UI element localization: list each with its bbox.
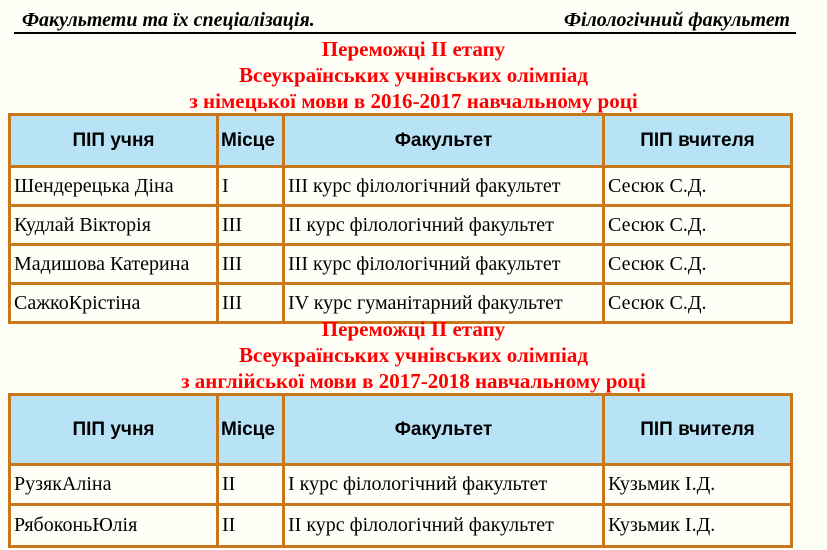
place-cell: ІІІ <box>218 284 284 323</box>
place-cell: І <box>218 167 284 206</box>
column-header-place: Місце <box>218 395 284 465</box>
german-winners-table <box>8 113 793 324</box>
section2-title <box>0 316 827 394</box>
place-cell: ІІ <box>218 505 284 547</box>
english-winners-table <box>8 393 793 548</box>
teacher-cell: Сесюк С.Д. <box>604 245 792 284</box>
page-header <box>14 8 796 34</box>
column-header-teacher: ПІП вчителя <box>604 115 792 167</box>
faculty-cell: ІІ курс філологічний факультет <box>284 206 604 245</box>
place-cell: ІІ <box>218 465 284 505</box>
column-header-teacher: ПІП вчителя <box>604 395 792 465</box>
table-header-row <box>10 115 792 167</box>
table-row <box>10 167 792 206</box>
place-cell: ІІІ <box>218 206 284 245</box>
table-header-row <box>10 395 792 465</box>
section2-title-line: з англійської мови в 2017-2018 навчальному році <box>181 369 646 393</box>
table-row <box>10 465 792 505</box>
teacher-cell: Сесюк С.Д. <box>604 167 792 206</box>
header-section-label: Факультети та їх спеціалізація. <box>22 9 315 31</box>
faculty-cell: І курс філологічний факультет <box>284 465 604 505</box>
faculty-cell: ІІІ курс філологічний факультет <box>284 245 604 284</box>
table-row <box>10 505 792 547</box>
section1-title-line: Всеукраїнських учнівських олімпіад <box>239 63 588 87</box>
column-header-place: Місце <box>218 115 284 167</box>
student-cell: РябоконьЮлія <box>10 505 218 547</box>
student-cell: Мадишова Катерина <box>10 245 218 284</box>
teacher-cell: Кузьмик І.Д. <box>604 505 792 547</box>
student-cell: СажкоКрістіна <box>10 284 218 323</box>
column-header-student: ПІП учня <box>10 115 218 167</box>
teacher-cell: Кузьмик І.Д. <box>604 465 792 505</box>
header-faculty-label: Філологічний факультет <box>563 9 790 31</box>
student-cell: Кудлай Вікторія <box>10 206 218 245</box>
section1-title-line: з німецької мови в 2016-2017 навчальному році <box>189 89 638 113</box>
place-cell: ІІІ <box>218 245 284 284</box>
faculty-cell: ІІ курс філологічний факультет <box>284 505 604 547</box>
column-header-faculty: Факультет <box>284 115 604 167</box>
faculty-cell: ІV курс гуманітарний факультет <box>284 284 604 323</box>
section1-title <box>0 36 827 114</box>
section2-title-line: Переможці ІІ етапу <box>321 317 506 341</box>
column-header-student: ПІП учня <box>10 395 218 465</box>
table-row <box>10 245 792 284</box>
student-cell: Шендерецька Діна <box>10 167 218 206</box>
column-header-faculty: Факультет <box>284 395 604 465</box>
faculty-cell: ІІІ курс філологічний факультет <box>284 167 604 206</box>
teacher-cell: Сесюк С.Д. <box>604 206 792 245</box>
table-row <box>10 206 792 245</box>
section2-title-line: Всеукраїнських учнівських олімпіад <box>239 343 588 367</box>
section1-title-line: Переможці ІІ етапу <box>321 37 506 61</box>
teacher-cell: Сесюк С.Д. <box>604 284 792 323</box>
student-cell: РузякАліна <box>10 465 218 505</box>
